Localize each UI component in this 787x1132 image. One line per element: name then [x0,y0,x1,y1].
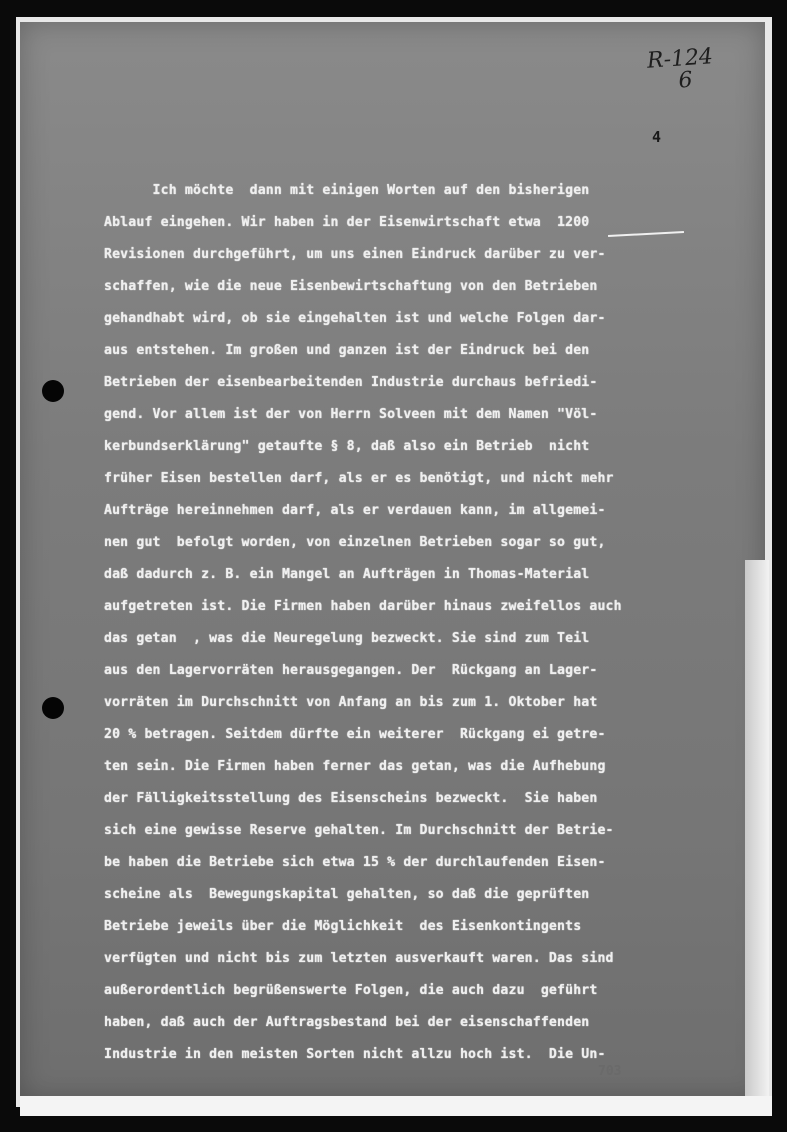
text-line: be haben die Betriebe sich etwa 15 % der durchlaufenden Eisen- [104,855,606,870]
text-line: verfügten und nicht bis zum letzten ausverkauft waren. Das sind [104,951,614,966]
folio-stamp: 703 [598,1064,622,1079]
text-line: vorräten im Durchschnitt von Anfang an bis zum 1. Oktober hat [104,695,598,710]
archive-mark-number: 6 [677,67,694,94]
text-line: haben, daß auch der Auftragsbestand bei der eisenschaffenden [104,1015,590,1030]
text-line: schaffen, wie die neue Eisenbewirtschaftung von den Betrieben [104,279,598,294]
archive-mark-code: R-124 [646,44,714,74]
text-line: Revisionen durchgeführt, um uns einen Eindruck darüber zu ver- [104,247,606,262]
punch-hole-top [42,380,64,402]
text-line: Betrieben der eisenbearbeitenden Industrie durchaus befriedi- [104,375,598,390]
page-edge-strip [745,560,769,1100]
archive-mark [646,45,729,100]
text-line: gend. Vor allem ist der von Herrn Solveen mit dem Namen "Völ- [104,407,598,422]
text-line: Industrie in den meisten Sorten nicht allzu hoch ist. Die Un- [104,1047,606,1062]
text-line: früher Eisen bestellen darf, als er es benötigt, und nicht mehr [104,471,614,486]
text-line: der Fälligkeitsstellung des Eisenscheins bezweckt. Sie haben [104,791,598,806]
text-line: nen gut befolgt worden, von einzelnen Betrieben sogar so gut, [104,535,606,550]
text-line: außerordentlich begrüßenswerte Folgen, die auch dazu geführt [104,983,598,998]
text-line: daß dadurch z. B. ein Mangel an Aufträgen in Thomas-Material [104,567,590,582]
text-line: aus den Lagervorräten herausgegangen. Der Rückgang an Lager- [104,663,598,678]
text-line: Aufträge hereinnehmen darf, als er verdauen kann, im allgemei- [104,503,606,518]
text-line: Ich möchte dann mit einigen Worten auf den bisherigen [104,183,590,198]
text-line: 20 % betragen. Seitdem dürfte ein weiterer Rückgang ei getre- [104,727,606,742]
text-line: aufgetreten ist. Die Firmen haben darüber hinaus zweifellos auch [104,599,622,614]
text-line: Ablauf eingehen. Wir haben in der Eisenwirtschaft etwa 1200 [104,215,590,230]
text-line: sich eine gewisse Reserve gehalten. Im Durchschnitt der Betrie- [104,823,614,838]
punch-hole-bottom [42,697,64,719]
page-bottom-edge [20,1096,772,1116]
text-line: kerbundserklärung" getaufte § 8, daß also ein Betrieb nicht [104,439,590,454]
page-number: 4 [652,128,662,146]
text-line: gehandhabt wird, ob sie eingehalten ist und welche Folgen dar- [104,311,606,326]
text-line: ten sein. Die Firmen haben ferner das getan, was die Aufhebung [104,759,606,774]
text-line: scheine als Bewegungskapital gehalten, so daß die geprüften [104,887,590,902]
text-line: aus entstehen. Im großen und ganzen ist der Eindruck bei den [104,343,590,358]
text-line: Betriebe jeweils über die Möglichkeit des Eisenkontingents [104,919,582,934]
text-line: das getan , was die Neuregelung bezweckt. Sie sind zum Teil [104,631,590,646]
